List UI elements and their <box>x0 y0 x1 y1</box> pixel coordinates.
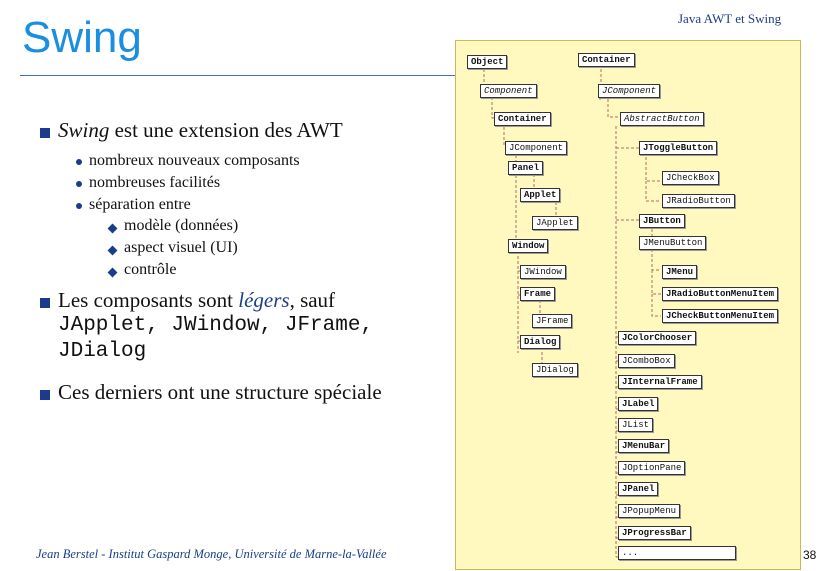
node-jlabel: JLabel <box>618 397 658 411</box>
node-window: Window <box>508 239 548 253</box>
bullet-2-code-line-1: JApplet, JWindow, JFrame, <box>58 314 374 337</box>
node-container-top: Container <box>578 53 635 67</box>
node-jdialog: JDialog <box>532 363 578 377</box>
node-jcombobox: JComboBox <box>618 354 675 368</box>
node-jradiobutton: JRadioButton <box>662 194 735 208</box>
page-title: Swing <box>22 13 142 62</box>
bullet-1-rest: est une extension des AWT <box>109 118 343 142</box>
square-bullet-icon <box>40 298 50 308</box>
node-ellipsis: ... <box>618 546 736 560</box>
page-number: 38 <box>803 548 817 562</box>
sub-item: nombreuses facilités <box>89 174 221 191</box>
diamond-bullet-icon <box>108 224 118 234</box>
node-jcomponent-top: JComponent <box>598 84 660 98</box>
node-container: Container <box>494 112 551 126</box>
bullet-2 <box>58 288 335 313</box>
node-jbutton: JButton <box>639 214 685 228</box>
dot-bullet-icon <box>76 159 82 165</box>
node-jmenubar: JMenuBar <box>618 439 669 453</box>
bullet-2-pre: Les composants sont <box>58 288 239 312</box>
diamond-bullet-icon <box>108 268 118 278</box>
node-jpopupmenu: JPopupMenu <box>618 504 680 518</box>
bullet-3: Ces derniers ont une structure spéciale <box>58 380 382 404</box>
class-hierarchy-diagram <box>455 40 801 570</box>
subsub-item: aspect visuel (UI) <box>124 239 238 256</box>
node-abstract-button: AbstractButton <box>620 112 704 126</box>
node-dialog: Dialog <box>520 335 560 349</box>
node-jlist: JList <box>618 418 653 432</box>
subsub-item: contrôle <box>124 261 177 278</box>
footer-text: Jean Berstel - Institut Gaspard Monge, Université de Marne-la-Vallée <box>36 547 387 561</box>
node-jcomponent: JComponent <box>505 141 567 155</box>
node-frame: Frame <box>520 287 555 301</box>
square-bullet-icon <box>40 390 50 400</box>
node-joptionpane: JOptionPane <box>618 461 685 475</box>
node-jmenu: JMenu <box>662 265 697 279</box>
square-bullet-icon <box>40 128 50 138</box>
sub-item: séparation entre <box>89 196 191 213</box>
node-jprogressbar: JProgressBar <box>618 526 691 540</box>
sub-item: nombreux nouveaux composants <box>89 152 300 169</box>
node-jmenubutton: JMenuButton <box>639 236 706 250</box>
node-japplet: JApplet <box>532 216 578 230</box>
bullet-2-em: légers <box>238 288 290 312</box>
node-jcheckbox: JCheckBox <box>662 171 719 185</box>
header-subtitle: Java AWT et Swing <box>678 11 782 26</box>
node-object: Object <box>467 55 507 69</box>
node-jradiobuttonmenuitem: JRadioButtonMenuItem <box>662 287 778 301</box>
node-jtogglebutton: JToggleButton <box>639 141 717 155</box>
diamond-bullet-icon <box>108 246 118 256</box>
dot-bullet-icon <box>76 181 82 187</box>
bullet-2-code-line-2: JDialog <box>58 340 147 363</box>
node-jwindow: JWindow <box>520 265 566 279</box>
bullet-2-post: , sauf <box>289 288 336 312</box>
node-applet: Applet <box>520 188 560 202</box>
bullet-1-em: Swing <box>58 118 110 142</box>
node-jcolorchooser: JColorChooser <box>618 331 696 345</box>
node-jpanel: JPanel <box>618 482 658 496</box>
node-jframe: JFrame <box>532 314 572 328</box>
dot-bullet-icon <box>76 203 82 209</box>
node-panel: Panel <box>508 161 543 175</box>
node-jcheckbuttonmenuitem: JCheckButtonMenuItem <box>662 309 778 323</box>
node-component: Component <box>480 84 537 98</box>
bullet-1 <box>58 118 343 143</box>
node-jinternalframe: JInternalFrame <box>618 375 702 389</box>
subsub-item: modèle (données) <box>124 217 239 234</box>
